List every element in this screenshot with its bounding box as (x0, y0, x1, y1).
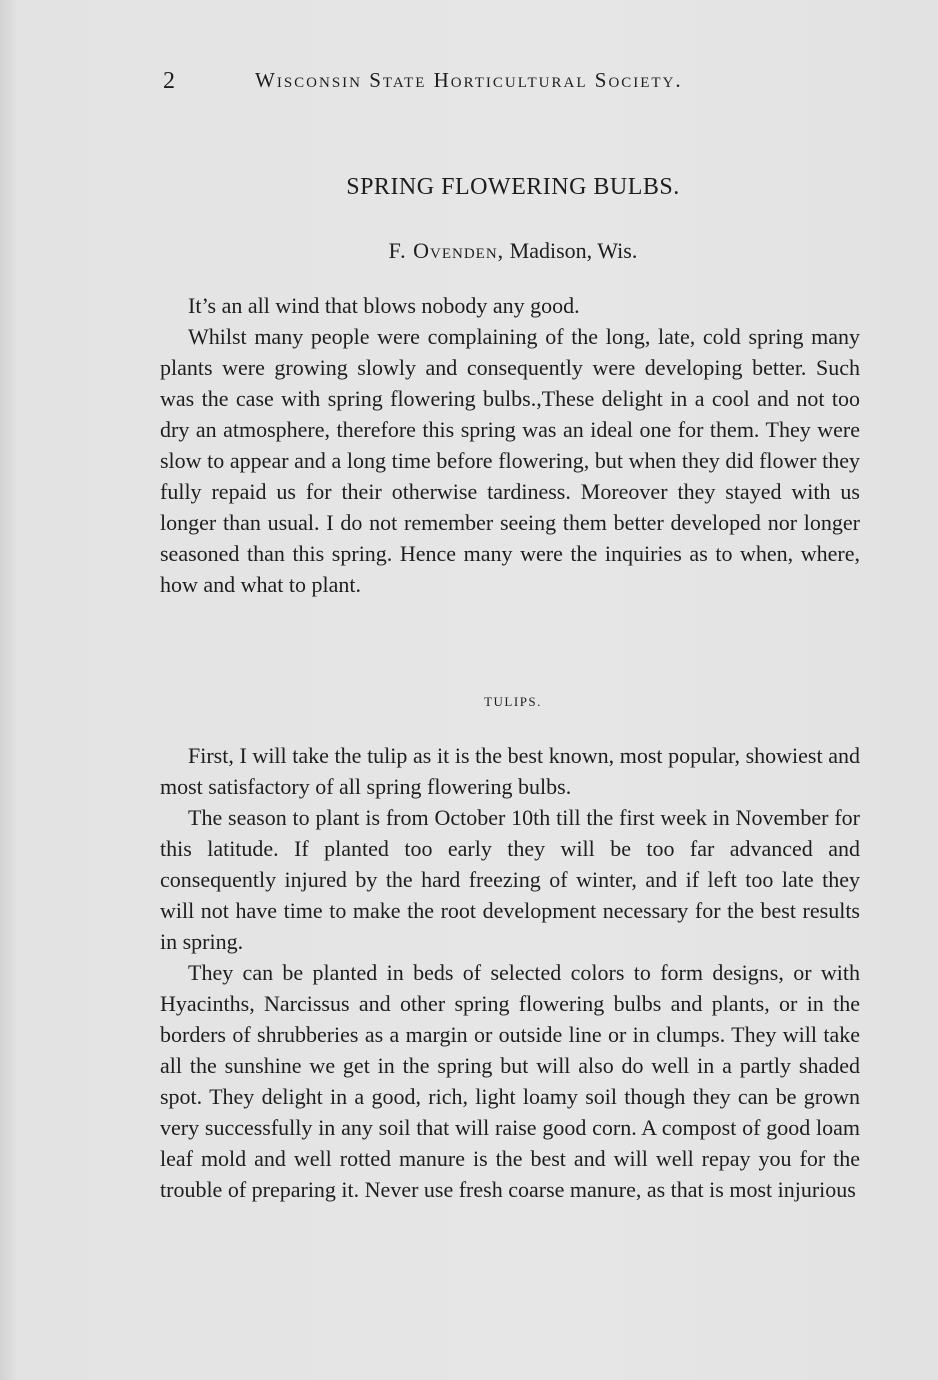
intro-paragraph: Whilst many people were complaining of the long, late, cold spring many plants were growing slowly and consequently were developing better. Such was the case with spring flowering bulbs.,These delight in a cool and not too dry an atmosphere, therefore this spring was an ideal one for them. They were slow to appear and a long time before flowering, but when they did flower they fully repaid us for their otherwise tardiness. Moreover they stayed with us longer than usual. I do not remember seeing them better developed nor longer seasoned than this spring. Hence many were the inquiries as to when, where, how and what to plant. (160, 324, 860, 597)
tulips-text (160, 740, 860, 1205)
author-location: Madison, Wis. (509, 238, 638, 263)
author-name: F. Ovenden, (388, 238, 505, 263)
intro-paragraph: It’s an all wind that blows nobody any good. (188, 293, 580, 318)
section-heading: TULIPS. (484, 694, 542, 709)
journal-title: Wisconsin State Horticultural Society. (255, 68, 683, 92)
tulips-paragraph: First, I will take the tulip as it is the best known, most popular, showiest and most satisfactory of all spring flowering bulbs. (160, 743, 860, 799)
byline (163, 238, 863, 264)
article-title: SPRING FLOWERING BULBS. (346, 174, 680, 200)
tulips-paragraph: They can be planted in beds of selected colors to form designs, or with Hyacinths, Narcissus and other spring flowering bulbs and plants, or in the borders of shrubberies as a margin or outside line or in clumps. They will take all the sunshine we get in the spring but will also do well in a partly shaded spot. They delight in a good, rich, light loamy soil though they can be grown very successfully in any soil that will raise good corn. A compost of good loam leaf mold and well rotted manure is the best and will well repay you for the trouble of preparing it. Never use fresh coarse manure, as that is most injurious (160, 960, 860, 1202)
running-head (163, 68, 863, 100)
intro-text (160, 290, 860, 600)
tulips-paragraph: The season to plant is from October 10th till the first week in November for this latitude. If planted too early they will be too far advanced and consequently injured by the hard freezing of winter, and if left too late they will not have time to make the root development necessary for the best results in spring. (160, 805, 860, 954)
page-number: 2 (163, 68, 175, 94)
